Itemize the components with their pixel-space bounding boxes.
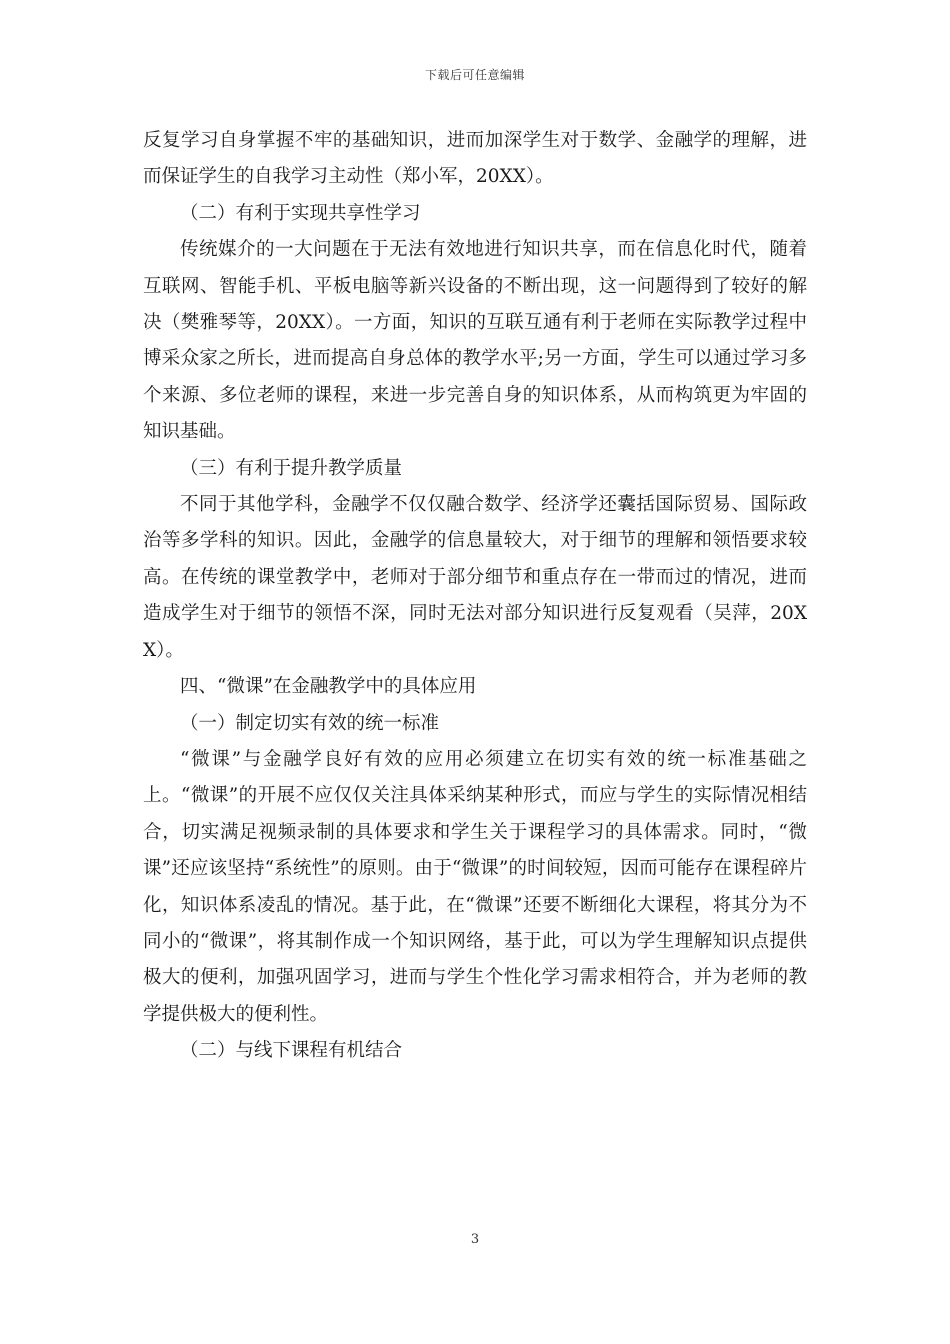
section-heading: （三）有利于提升教学质量 — [180, 457, 403, 479]
section-heading: （二）与线下课程有机结合 — [180, 1040, 403, 1062]
page-header: 下载后可任意编辑 — [424, 68, 525, 82]
section-heading: （二）有利于实现共享性学习 — [180, 202, 421, 224]
page-number: 3 — [470, 1232, 480, 1247]
body-paragraph: 不同于其他学科，金融学不仅仅融合数学、经济学还囊括国际贸易、国际政治等多学科的知识。因此，金融学的信息量较大，对于细节的理解和领悟要求较高。在传统的课堂教学中，老师对于部分细节和重点存在一带而过的情况，进而造成学生对于细节的领悟不深，同时无法对部分知识进行反复观看（吴萍，20XX）。 — [143, 494, 807, 661]
section-heading: （一）制定切实有效的统一标准 — [180, 712, 440, 734]
chapter-heading: 四、“微课”在金融教学中的具体应用 — [180, 676, 477, 698]
body-paragraph: 传统媒介的一大问题在于无法有效地进行知识共享，而在信息化时代，随着互联网、智能手机、平板电脑等新兴设备的不断出现，这一问题得到了较好的解决（樊雅琴等，20XX）。一方面，知识的互联互通有利于老师在实际教学过程中博采众家之所长，进而提高自身总体的教学水平;另一方面，学生可以通过学习多个来源、多位老师的课程，来进一步完善自身的知识体系，从而构筑更为牢固的知识基础。 — [143, 239, 807, 443]
document-body — [143, 123, 807, 1070]
body-paragraph: “微课”与金融学良好有效的应用必须建立在切实有效的统一标准基础之上。“微课”的开展不应仅仅关注具体采纳某种形式，而应与学生的实际情况相结合，切实满足视频录制的具体要求和学生关于课程学习的具体需求。同时，“微课”还应该坚持“系统性”的原则。由于“微课”的时间较短，因而可能存在课程碎片化，知识体系凌乱的情况。基于此，在“微课”还要不断细化大课程，将其分为不同小的“微课”，将其制作成一个知识网络，基于此，可以为学生理解知识点提供极大的便利，加强巩固学习，进而与学生个性化学习需求相符合，并为老师的教学提供极大的便利性。 — [143, 748, 807, 1025]
body-paragraph: 反复学习自身掌握不牢的基础知识，进而加深学生对于数学、金融学的理解，进而保证学生的自我学习主动性（郑小军，20XX）。 — [143, 130, 807, 188]
